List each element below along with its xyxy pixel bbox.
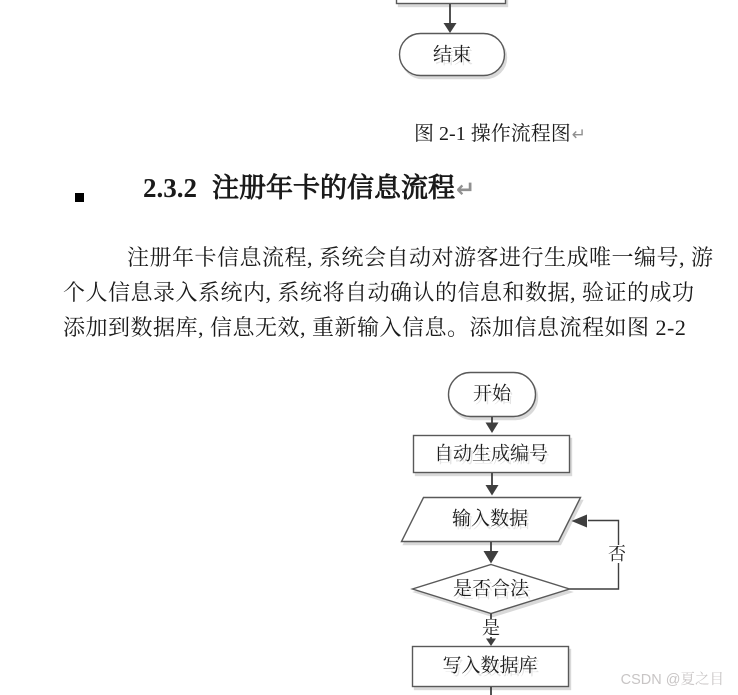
- paragraph-return-mark: ↵: [571, 125, 586, 145]
- section-heading: [143, 171, 475, 206]
- arrow-down-icon: [484, 551, 499, 564]
- body-text-line: 注册年卡信息流程, 系统会自动对游客进行生成唯一编号, 游: [127, 245, 714, 270]
- start-terminator-label: 开始: [472, 383, 512, 405]
- body-text-line: 添加到数据库, 信息无效, 重新输入信息。添加信息流程如图 2-2: [63, 315, 687, 340]
- arrow-down-icon: [486, 485, 499, 496]
- process-write-db-label: 写入数据库: [442, 655, 538, 677]
- end-terminator-label: 结束: [432, 44, 472, 66]
- paragraph-return-mark: ↵: [456, 177, 476, 203]
- arrow-down-icon: [486, 423, 499, 434]
- decision-label: 是否合法: [452, 578, 530, 600]
- csdn-watermark: CSDN @夏之目: [620, 672, 724, 688]
- arrow-left-icon: [572, 515, 588, 528]
- arrow-down-icon: [444, 23, 457, 33]
- heading-bullet-square-icon: [75, 193, 84, 202]
- section-title: 注册年卡的信息流程: [212, 173, 455, 203]
- figure-caption: [414, 117, 586, 146]
- branch-no-label: 否: [608, 544, 626, 564]
- figure-caption-text: 图 2-1 操作流程图: [414, 123, 571, 145]
- branch-yes-label: 是: [482, 618, 500, 638]
- io-input-label: 输入数据: [451, 508, 529, 530]
- process-box-partial-top: [397, 0, 506, 4]
- arrow-down-small-icon: [486, 639, 496, 647]
- process-generate-label: 自动生成编号: [433, 443, 549, 465]
- body-text-line: 个人信息录入系统内, 系统将自动确认的信息和数据, 验证的成功: [63, 280, 695, 305]
- section-number: 2.3.2: [143, 173, 197, 203]
